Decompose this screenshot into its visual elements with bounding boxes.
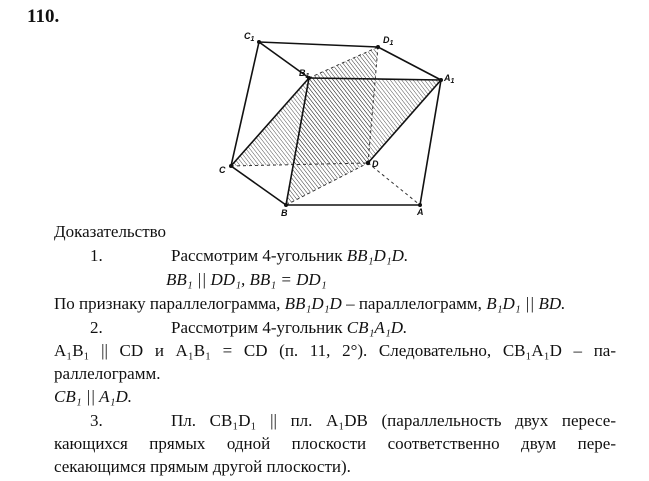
parallelepiped-figure — [0, 0, 649, 230]
section-plane-lower — [231, 78, 441, 166]
step3-number: 3. — [90, 411, 103, 430]
vertex-label-D: D — [372, 159, 379, 169]
step3-line-1: Пл. CB₁D₁ || пл. A₁DB (параллельность двух пересе- — [171, 411, 616, 430]
step1-number: 1. — [90, 246, 103, 265]
step1-conclusion: По признаку параллелограмма, BB₁D₁D – параллелограмм, B₁D₁ || BD. — [54, 294, 566, 313]
vertex-label-D1: $D_1$ — [383, 35, 394, 47]
step2-number: 2. — [90, 318, 103, 337]
step2-line-3: CB₁ || A₁D. — [54, 387, 132, 406]
vertex-label-B: B — [281, 208, 288, 218]
vertex-label-B1: $B_1$ — [299, 68, 310, 80]
edge-D1-A1 — [378, 47, 441, 80]
step1-statement: Рассмотрим 4-угольник BB₁D₁D. — [171, 246, 409, 265]
problem-number: 110. — [27, 6, 60, 27]
step2-line-2: раллелограмм. — [54, 364, 161, 383]
step2-line-1: A₁B₁ || CD и A₁B₁ = CD (п. 11, 2°). Следовательно, CB₁A₁D – па- — [54, 341, 616, 360]
vertex-label-A1: $A_1$ — [444, 73, 455, 85]
vertex-label-C: C — [219, 165, 226, 175]
edge-DA — [368, 163, 420, 205]
proof-heading: Доказательство — [54, 222, 167, 241]
step3-line-2: кающихся прямых одной плоскости соответственно двум пере- — [54, 434, 616, 453]
vertex-label-C1: $C_1$ — [244, 31, 255, 43]
edge-C1-D1 — [259, 42, 378, 47]
vertex-label-A: A — [417, 207, 424, 217]
step2-statement: Рассмотрим 4-угольник CB₁A₁D. — [171, 318, 408, 337]
step1-facts: BB₁ || DD₁, BB₁ = DD₁ — [166, 270, 327, 289]
edge-CB — [231, 166, 286, 205]
step3-line-3: секающимся прямым другой плоскости). — [54, 457, 351, 476]
